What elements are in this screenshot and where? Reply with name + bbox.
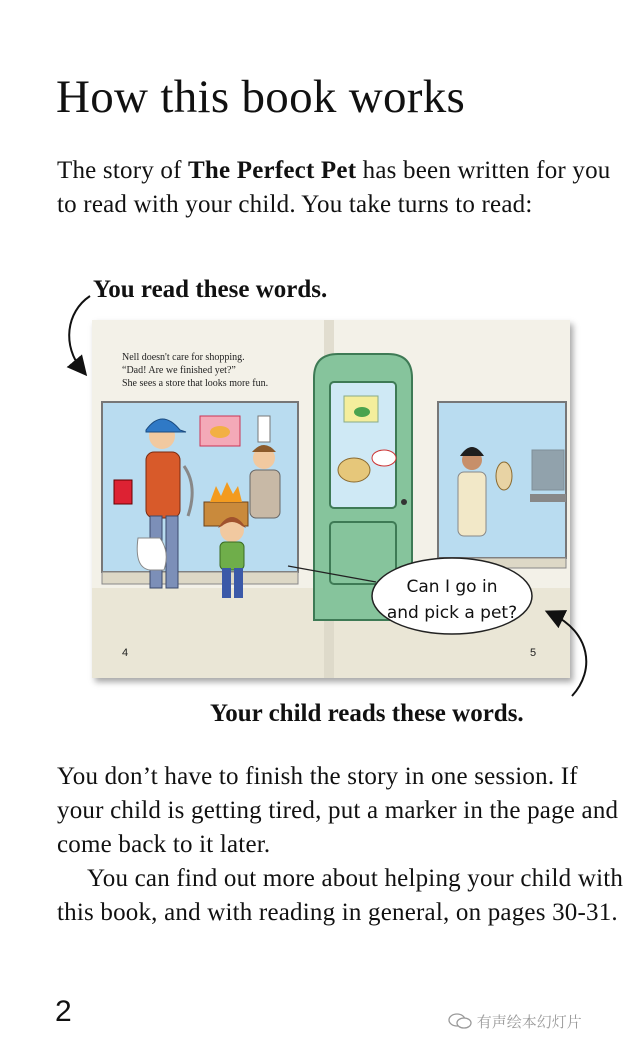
story-line-1: Nell doesn't care for shopping.: [122, 352, 245, 363]
held-pet: [496, 462, 512, 490]
window-sill-left: [102, 572, 298, 584]
body-paragraph-1: You don’t have to finish the story in one session. If your child is getting tired, put a marker in the page and come back to it later.: [57, 763, 619, 858]
girl-right-leg: [234, 568, 243, 598]
watermark-text: 有声绘本幻灯片: [476, 1013, 582, 1031]
intro-text-start: The story of: [57, 157, 189, 184]
body-paragraph-2: You can find out more about helping your child with this book, and with reading in general, on pages 30-31.: [57, 865, 624, 926]
intro-paragraph: [57, 154, 627, 222]
page-title: How this book works: [56, 71, 466, 123]
chat-bubbles-icon: [448, 1012, 472, 1030]
book-spread-drawing: [92, 320, 570, 678]
spread-left-page-number: 4: [122, 647, 129, 659]
shop-notice: [258, 416, 270, 442]
book-title: The Perfect Pet: [188, 157, 357, 184]
girl-left-leg: [222, 568, 231, 598]
speech-bubble-line-2: and pick a pet?: [386, 603, 518, 623]
spread-right-page-number: 5: [530, 647, 537, 659]
door-handle: [401, 499, 407, 505]
father-right-leg: [166, 516, 178, 588]
poster-cat: [210, 426, 230, 438]
door-puppy: [338, 458, 370, 482]
speech-bubble-line-1: Can I go in: [406, 577, 498, 597]
pet-cage: [532, 450, 564, 490]
shopkeeper-body: [250, 470, 280, 518]
shopping-bag: [137, 538, 166, 570]
parent-arrow: [69, 296, 90, 370]
shop-sign: [114, 480, 132, 504]
story-line-2: “Dad! Are we finished yet?”: [122, 365, 236, 376]
story-line-3: She sees a store that looks more fun.: [122, 378, 269, 389]
poster-turtle: [354, 407, 370, 417]
watermark: [448, 1011, 582, 1032]
father-coat: [146, 452, 180, 518]
intro-text-end: has been written for you to read with your child. You take turns to read:: [57, 157, 611, 218]
door-speech-badge: [372, 450, 396, 466]
child-reads-label: Your child reads these words.: [210, 700, 524, 727]
girl-shirt: [220, 542, 244, 570]
cage-table: [530, 494, 566, 502]
book-spread-illustration: [92, 320, 570, 678]
pet-shop-woman-coat: [458, 472, 486, 536]
page-number: 2: [55, 995, 72, 1028]
parent-reads-label: You read these words.: [93, 276, 328, 303]
